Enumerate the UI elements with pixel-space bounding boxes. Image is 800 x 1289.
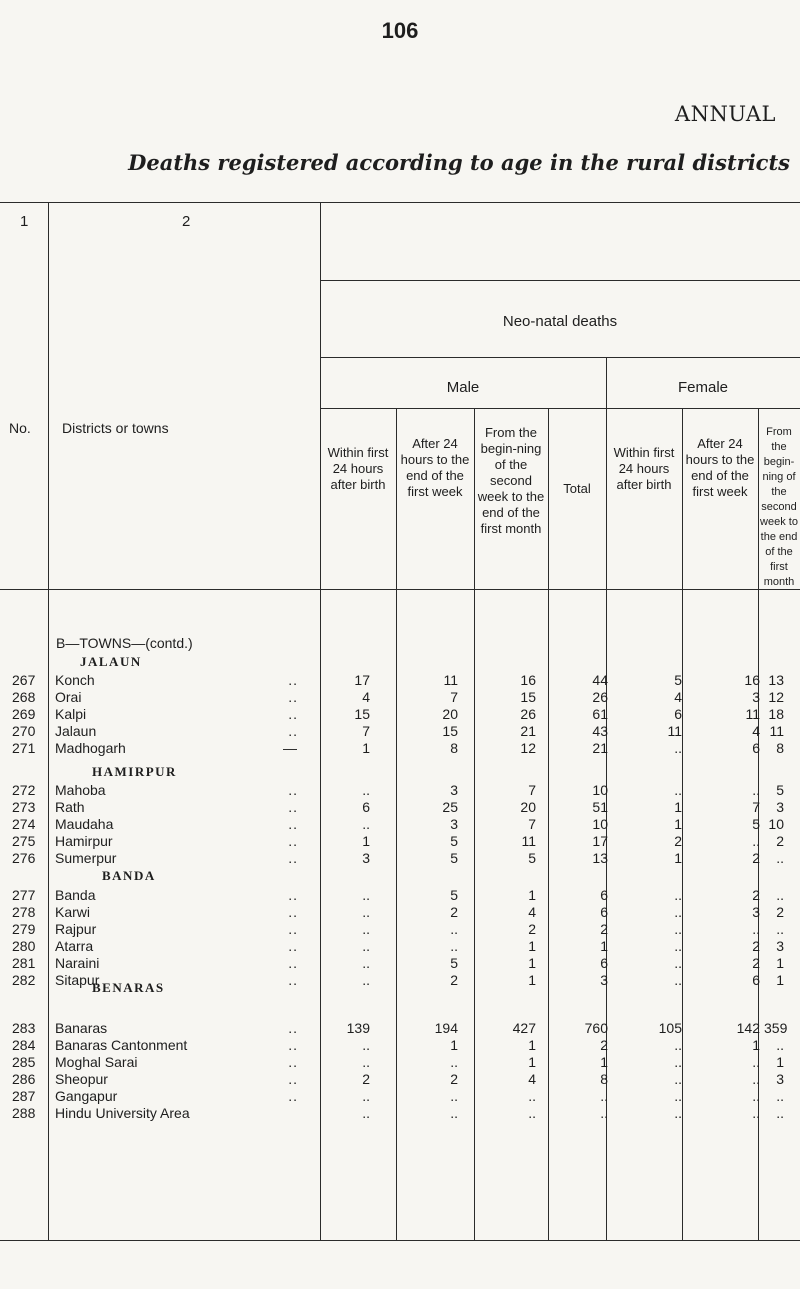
table-row xyxy=(0,816,800,832)
male-after-value: 194 xyxy=(434,1020,458,1036)
table-bottom-rule xyxy=(0,1240,800,1241)
male-within-value: 7 xyxy=(362,723,370,739)
row-leader: .. xyxy=(288,799,298,815)
female-within-value: .. xyxy=(674,1071,682,1087)
female-from-value: .. xyxy=(776,921,784,937)
male-from-value: 20 xyxy=(520,799,536,815)
male-after-value: .. xyxy=(450,1054,458,1070)
male-from-heading: From the begin-ning of the second week to the end of the first month xyxy=(477,425,545,536)
row-number: 274 xyxy=(12,816,36,832)
row-district: Banaras Cantonment xyxy=(55,1037,188,1053)
row-number: 272 xyxy=(12,782,36,798)
male-within-value: .. xyxy=(362,955,370,971)
female-within-value: 2 xyxy=(674,833,682,849)
row-district: Jalaun xyxy=(55,723,97,739)
row-number: 281 xyxy=(12,955,36,971)
table-row xyxy=(0,1054,800,1070)
female-within-value: .. xyxy=(674,938,682,954)
male-within-value: 3 xyxy=(362,850,370,866)
no-heading: No. xyxy=(9,420,31,436)
column-number-1: 1 xyxy=(20,213,29,230)
male-total-value: 1 xyxy=(600,1054,608,1070)
male-from-value: 1 xyxy=(528,972,536,988)
table-row xyxy=(0,955,800,971)
female-from-value: 5 xyxy=(776,782,784,798)
male-total-value: 6 xyxy=(600,887,608,903)
male-after-value: 5 xyxy=(450,887,458,903)
male-within-value: .. xyxy=(362,1054,370,1070)
male-from-value: 16 xyxy=(520,672,536,688)
row-district: Gangapur xyxy=(55,1088,118,1104)
row-leader: .. xyxy=(288,816,298,832)
female-from-value: 1 xyxy=(776,955,784,971)
female-after-value: 142 xyxy=(736,1020,760,1036)
male-within-value: .. xyxy=(362,938,370,954)
row-district: Madhogarh xyxy=(55,740,126,756)
table-row xyxy=(0,1037,800,1053)
female-from-value: 11 xyxy=(769,723,784,739)
female-after-value: 3 xyxy=(752,904,760,920)
male-after-value: 5 xyxy=(450,850,458,866)
male-within-value: .. xyxy=(362,1037,370,1053)
table-row xyxy=(0,1020,800,1036)
row-district: Atarra xyxy=(55,938,94,954)
female-from-value: 2 xyxy=(776,833,784,849)
row-district: Orai xyxy=(55,689,82,705)
female-within-value: .. xyxy=(674,904,682,920)
row-leader: .. xyxy=(288,850,298,866)
table-row xyxy=(0,799,800,815)
row-number: 276 xyxy=(12,850,36,866)
male-heading: Male xyxy=(446,379,480,396)
male-within-value: 2 xyxy=(362,1071,370,1087)
row-district: Konch xyxy=(55,672,95,688)
row-number: 278 xyxy=(12,904,36,920)
male-within-value: 17 xyxy=(354,672,370,688)
female-within-value: 5 xyxy=(674,672,682,688)
group-title-jalaun: JALAUN xyxy=(80,654,142,669)
header-bottom-rule xyxy=(0,589,800,590)
row-district: Banda xyxy=(55,887,96,903)
male-after-heading: After 24 hours to the end of the first week xyxy=(400,436,470,499)
male-total-value: 44 xyxy=(592,672,608,688)
male-after-value: .. xyxy=(450,1088,458,1104)
female-within-value: 1 xyxy=(674,816,682,832)
table-row xyxy=(0,723,800,739)
group-title-hamirpur: HAMIRPUR xyxy=(92,764,177,779)
table-row xyxy=(0,672,800,688)
female-within-value: .. xyxy=(674,1037,682,1053)
female-within-value: .. xyxy=(674,955,682,971)
row-number: 282 xyxy=(12,972,36,988)
column-head-top-rule xyxy=(320,408,800,409)
male-after-value: .. xyxy=(450,921,458,937)
male-within-heading: Within first 24 hours after birth xyxy=(327,445,389,492)
male-total-value: 13 xyxy=(592,850,608,866)
table-row xyxy=(0,972,800,988)
row-number: 268 xyxy=(12,689,36,705)
male-from-value: 21 xyxy=(520,723,536,739)
table-row xyxy=(0,782,800,798)
female-from-value: 13 xyxy=(768,672,784,688)
male-from-value: 1 xyxy=(528,1054,536,1070)
male-after-value: 7 xyxy=(450,689,458,705)
male-after-value: .. xyxy=(450,938,458,954)
female-after-value: .. xyxy=(752,1071,760,1087)
male-total-value: 2 xyxy=(600,921,608,937)
table-row xyxy=(0,740,800,756)
male-total-value: 17 xyxy=(592,833,608,849)
page-number: 106 xyxy=(381,18,419,43)
female-within-value: 4 xyxy=(674,689,682,705)
male-after-value: 2 xyxy=(450,1071,458,1087)
male-from-value: 2 xyxy=(528,921,536,937)
female-within-value: .. xyxy=(674,1088,682,1104)
male-from-value: 4 xyxy=(528,904,536,920)
row-leader: .. xyxy=(288,972,298,988)
male-after-value: 15 xyxy=(442,723,458,739)
male-from-value: 5 xyxy=(528,850,536,866)
female-after-value: .. xyxy=(752,833,760,849)
female-after-value: 11 xyxy=(745,706,760,722)
row-district: Naraini xyxy=(55,955,100,971)
male-from-value: 1 xyxy=(528,1037,536,1053)
female-after-value: .. xyxy=(752,1105,760,1121)
female-from-value: 1 xyxy=(776,1054,784,1070)
female-after-value: 2 xyxy=(752,955,760,971)
female-from-value: .. xyxy=(776,1088,784,1104)
row-leader: .. xyxy=(288,689,298,705)
male-total-value: .. xyxy=(600,1105,608,1121)
row-number: 280 xyxy=(12,938,36,954)
male-after-value: 11 xyxy=(443,672,458,688)
male-total-value: 21 xyxy=(592,740,608,756)
row-district: Sumerpur xyxy=(55,850,117,866)
male-total-value: 6 xyxy=(600,955,608,971)
row-leader: .. xyxy=(288,955,298,971)
female-heading: Female xyxy=(677,379,729,396)
male-within-value: .. xyxy=(362,782,370,798)
row-district: Mahoba xyxy=(55,782,106,798)
male-from-value: 7 xyxy=(528,782,536,798)
male-after-value: 5 xyxy=(450,833,458,849)
sex-top-rule xyxy=(320,357,800,358)
row-number: 283 xyxy=(12,1020,36,1036)
row-leader: .. xyxy=(288,833,298,849)
male-within-value: .. xyxy=(362,1088,370,1104)
male-from-value: 15 xyxy=(520,689,536,705)
row-leader: .. xyxy=(288,672,298,688)
male-from-value: 7 xyxy=(528,816,536,832)
female-after-value: .. xyxy=(752,782,760,798)
female-after-value: 16 xyxy=(744,672,760,688)
row-leader: .. xyxy=(288,1071,298,1087)
row-district: Karwi xyxy=(55,904,91,920)
male-total-value: 3 xyxy=(600,972,608,988)
female-from-heading: From the begin-ning of the second week to the end of the first month xyxy=(760,426,798,588)
table-row xyxy=(0,1105,800,1121)
male-within-value: .. xyxy=(362,816,370,832)
male-after-value: 3 xyxy=(450,782,458,798)
female-within-value: 1 xyxy=(674,850,682,866)
female-within-heading: Within first 24 hours after birth xyxy=(613,445,675,492)
table-row xyxy=(0,689,800,705)
neo-natal-heading: Neo-natal deaths xyxy=(502,313,618,330)
male-within-value: .. xyxy=(362,1105,370,1121)
female-from-value: .. xyxy=(776,1105,784,1121)
male-total-value: 61 xyxy=(592,706,608,722)
male-within-value: .. xyxy=(362,972,370,988)
male-within-value: 139 xyxy=(346,1020,370,1036)
female-from-value: .. xyxy=(776,850,784,866)
row-district: Rajpur xyxy=(55,921,97,937)
male-from-value: 12 xyxy=(520,740,536,756)
female-within-value: .. xyxy=(674,782,682,798)
row-leader: .. xyxy=(288,706,298,722)
section-title: B—TOWNS—(contd.) xyxy=(56,635,193,651)
female-after-value: 1 xyxy=(752,1037,760,1053)
male-after-value: 1 xyxy=(450,1037,458,1053)
table-row xyxy=(0,887,800,903)
female-after-value: 4 xyxy=(752,723,760,739)
male-total-value: 43 xyxy=(592,723,608,739)
male-within-value: 1 xyxy=(362,833,370,849)
row-district: Banaras xyxy=(55,1020,108,1036)
female-within-value: 1 xyxy=(674,799,682,815)
female-after-value: 5 xyxy=(752,816,760,832)
table-row xyxy=(0,706,800,722)
running-head: ANNUAL xyxy=(674,102,776,126)
group-title-benaras: BENARAS xyxy=(92,980,165,995)
female-after-value: .. xyxy=(752,1054,760,1070)
row-number: 279 xyxy=(12,921,36,937)
male-within-value: .. xyxy=(362,921,370,937)
row-leader: .. xyxy=(288,782,298,798)
male-from-value: .. xyxy=(528,1105,536,1121)
row-number: 273 xyxy=(12,799,36,815)
table-row xyxy=(0,850,800,866)
row-number: 288 xyxy=(12,1105,36,1121)
male-after-value: 3 xyxy=(450,816,458,832)
male-from-value: 1 xyxy=(528,938,536,954)
male-total-value: 10 xyxy=(592,816,608,832)
row-number: 275 xyxy=(12,833,36,849)
female-from-value: .. xyxy=(776,1037,784,1053)
top-rule xyxy=(0,202,800,203)
female-from-value: 2 xyxy=(776,904,784,920)
table-row xyxy=(0,904,800,920)
male-within-value: .. xyxy=(362,887,370,903)
female-within-value: 11 xyxy=(667,723,682,739)
male-total-value: 26 xyxy=(592,689,608,705)
row-number: 285 xyxy=(12,1054,36,1070)
female-from-value: 10 xyxy=(768,816,784,832)
female-from-value: 359 xyxy=(764,1020,788,1036)
row-number: 270 xyxy=(12,723,36,739)
male-from-value: 11 xyxy=(521,833,536,849)
table-row xyxy=(0,938,800,954)
row-district: Moghal Sarai xyxy=(55,1054,138,1070)
table-row xyxy=(0,1071,800,1087)
neo-natal-top-rule xyxy=(320,280,800,281)
female-within-value: .. xyxy=(674,1105,682,1121)
row-leader: .. xyxy=(288,1088,298,1104)
male-total-value: .. xyxy=(600,1088,608,1104)
female-after-value: 3 xyxy=(752,689,760,705)
female-from-value: 3 xyxy=(776,938,784,954)
row-number: 267 xyxy=(12,672,36,688)
male-from-value: 427 xyxy=(512,1020,536,1036)
row-district: Kalpi xyxy=(55,706,87,722)
male-within-value: .. xyxy=(362,904,370,920)
male-total-value: 2 xyxy=(600,1037,608,1053)
female-within-value: .. xyxy=(674,1054,682,1070)
male-from-value: 26 xyxy=(520,706,536,722)
female-within-value: .. xyxy=(674,740,682,756)
table-caption: Deaths registered according to age in the rural districts xyxy=(128,150,790,175)
male-total-value: 51 xyxy=(592,799,608,815)
row-number: 287 xyxy=(12,1088,36,1104)
female-within-value: .. xyxy=(674,887,682,903)
row-leader: .. xyxy=(288,1020,298,1036)
male-from-value: 4 xyxy=(528,1071,536,1087)
female-within-value: .. xyxy=(674,972,682,988)
row-number: 271 xyxy=(12,740,36,756)
female-after-value: .. xyxy=(752,921,760,937)
column-number-2: 2 xyxy=(182,213,191,230)
female-from-value: 1 xyxy=(776,972,784,988)
table-row xyxy=(0,1088,800,1104)
male-total-heading: Total xyxy=(563,481,591,496)
row-number: 284 xyxy=(12,1037,36,1053)
female-from-value: .. xyxy=(776,887,784,903)
districts-heading: Districts or towns xyxy=(62,420,169,436)
male-total-value: 8 xyxy=(600,1071,608,1087)
female-within-value: 6 xyxy=(674,706,682,722)
male-from-value: 1 xyxy=(528,887,536,903)
group-title-banda: BANDA xyxy=(102,868,156,883)
row-district: Hindu University Area xyxy=(55,1105,190,1121)
female-after-value: 2 xyxy=(752,887,760,903)
male-after-value: .. xyxy=(450,1105,458,1121)
male-within-value: 1 xyxy=(362,740,370,756)
male-after-value: 2 xyxy=(450,904,458,920)
row-district: Rath xyxy=(55,799,85,815)
table-row xyxy=(0,833,800,849)
row-leader: — xyxy=(283,740,298,756)
male-within-value: 15 xyxy=(354,706,370,722)
male-total-value: 760 xyxy=(584,1020,608,1036)
female-from-value: 3 xyxy=(776,799,784,815)
row-leader: .. xyxy=(288,938,298,954)
female-within-value: 105 xyxy=(658,1020,682,1036)
row-number: 277 xyxy=(12,887,36,903)
female-after-value: .. xyxy=(752,1088,760,1104)
male-after-value: 20 xyxy=(442,706,458,722)
female-from-value: 12 xyxy=(768,689,784,705)
row-leader: .. xyxy=(288,723,298,739)
row-number: 269 xyxy=(12,706,36,722)
row-leader: .. xyxy=(288,1037,298,1053)
male-from-value: .. xyxy=(528,1088,536,1104)
statistics-table xyxy=(0,202,800,1242)
female-from-value: 8 xyxy=(776,740,784,756)
row-leader: .. xyxy=(288,887,298,903)
table-row xyxy=(0,921,800,937)
row-district: Sitapur xyxy=(55,972,100,988)
male-after-value: 5 xyxy=(450,955,458,971)
male-from-value: 1 xyxy=(528,955,536,971)
female-after-value: 6 xyxy=(752,972,760,988)
male-after-value: 2 xyxy=(450,972,458,988)
female-after-heading: After 24 hours to the end of the first week xyxy=(685,436,755,499)
row-leader: .. xyxy=(288,921,298,937)
male-total-value: 10 xyxy=(592,782,608,798)
male-after-value: 25 xyxy=(442,799,458,815)
row-leader: .. xyxy=(288,904,298,920)
female-after-value: 6 xyxy=(752,740,760,756)
row-leader: .. xyxy=(288,1054,298,1070)
male-total-value: 1 xyxy=(600,938,608,954)
female-from-value: 18 xyxy=(768,706,784,722)
row-district: Sheopur xyxy=(55,1071,108,1087)
female-from-value: 3 xyxy=(776,1071,784,1087)
male-within-value: 4 xyxy=(362,689,370,705)
row-number: 286 xyxy=(12,1071,36,1087)
male-total-value: 6 xyxy=(600,904,608,920)
row-district: Hamirpur xyxy=(55,833,113,849)
female-after-value: 2 xyxy=(752,850,760,866)
male-after-value: 8 xyxy=(450,740,458,756)
female-within-value: .. xyxy=(674,921,682,937)
row-district: Maudaha xyxy=(55,816,114,832)
female-after-value: 7 xyxy=(752,799,760,815)
female-after-value: 2 xyxy=(752,938,760,954)
male-within-value: 6 xyxy=(362,799,370,815)
